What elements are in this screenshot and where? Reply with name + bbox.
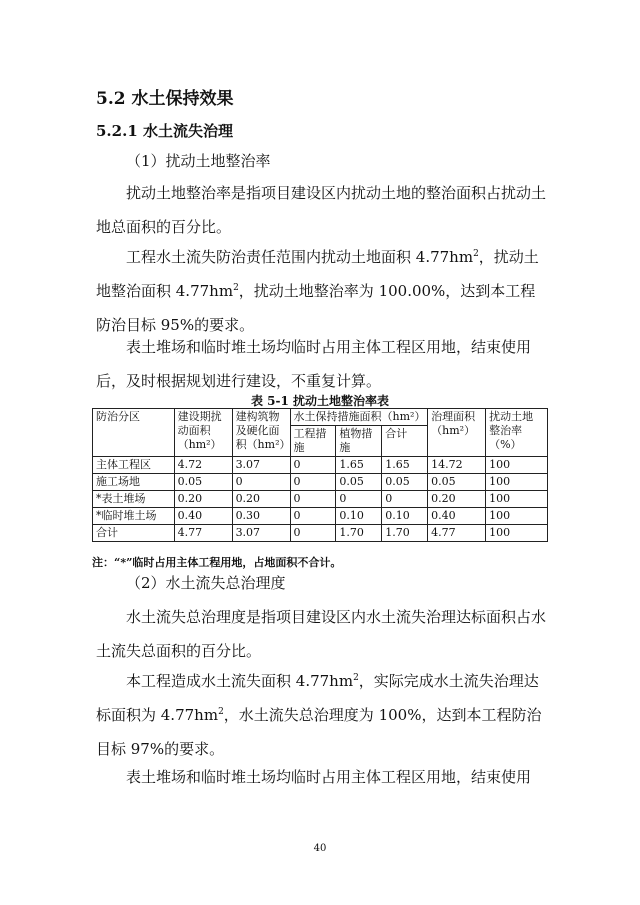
superscript: 2 [473,249,479,259]
superscript: 2 [233,283,239,293]
para5-part-b: ，实际完成水土流失治理达标面积为 4.77hm [96,672,539,724]
table-cell: 1.65 [382,457,428,474]
table-cell: 1.70 [336,525,382,542]
table-caption: 表 5-1 扰动土地整治率表 [250,394,390,408]
table-cell: 0.05 [382,474,428,491]
table-cell: 合计 [93,525,175,542]
para2-part-c: ，扰动土地整治率为 100.00%，达到本工程防治目标 95%的要求。 [96,282,536,334]
table-cell: 3.07 [232,525,290,542]
header-subtotal: 合计 [382,426,428,457]
table-row [93,491,548,508]
table-cell: 0.40 [428,508,486,525]
page-number: 40 [313,843,327,854]
subheading-disturbed-land: （1）扰动土地整治率 [126,152,271,170]
header-measures: 水土保持措施面积（hm²） [290,409,428,426]
header-build-area: 建设期扰动面积（hm²） [174,409,232,457]
header-zone: 防治分区 [93,409,175,457]
table-cell: 14.72 [428,457,486,474]
paragraph-erosion-definition: 水土流失总治理度是指项目建设区内水土流失治理达标面积占水土流失总面积的百分比。 [96,608,547,660]
table-row-total [93,525,548,542]
section-heading: 5.2 水土保持效果 [96,89,234,109]
subsection-heading: 5.2.1 水土流失治理 [96,122,233,140]
table-note: 注：“*”临时占用主体工程用地，占地面积不合计。 [92,556,342,569]
table-cell: 0.05 [428,474,486,491]
table-cell: 3.07 [232,457,290,474]
table-cell: 0.40 [174,508,232,525]
table-cell: 1.65 [336,457,382,474]
table-cell: 0 [290,474,336,491]
superscript: 2 [218,707,224,717]
table-cell: 0.30 [232,508,290,525]
table-cell: 主体工程区 [93,457,175,474]
table-cell: 0.05 [174,474,232,491]
table-cell: 0 [290,491,336,508]
header-plant: 植物措施 [336,426,382,457]
table-cell: 0 [382,491,428,508]
table-cell: 100 [486,508,548,525]
para2-part-b: ，扰动土地整治面积 4.77hm [96,248,539,300]
table-cell: 100 [486,474,548,491]
table-cell: 施工场地 [93,474,175,491]
table-row [93,474,548,491]
header-engineering: 工程措施 [290,426,336,457]
paragraph-disturbed-area [96,240,546,342]
table-cell: 0 [290,508,336,525]
table-cell: 4.77 [428,525,486,542]
subheading-erosion-control: （2）水土流失总治理度 [126,574,286,592]
table-cell: 0.20 [174,491,232,508]
table-row [93,508,548,525]
disturbed-land-table [92,408,548,542]
para5-part-a: 本工程造成水土流失面积 4.77hm [126,672,354,690]
superscript: 2 [353,673,359,683]
table-cell: 0 [336,491,382,508]
table-cell: *表土堆场 [93,491,175,508]
table-cell: 100 [486,525,548,542]
table-cell: 0.10 [336,508,382,525]
table-cell: 1.70 [382,525,428,542]
table-cell: 0 [290,457,336,474]
paragraph-erosion-area [96,664,546,766]
header-rate: 扰动土地整治率（%） [486,409,548,457]
table-cell: 0.20 [232,491,290,508]
table-cell: 4.72 [174,457,232,474]
table-cell: 100 [486,457,548,474]
table-cell: 0 [232,474,290,491]
table-cell: *临时堆土场 [93,508,175,525]
table-cell: 0 [290,525,336,542]
paragraph-temporary-use-cont: 表土堆场和临时堆土场均临时占用主体工程区用地，结束使用 [126,768,532,786]
paragraph-definition: 扰动土地整治率是指项目建设区内扰动土地的整治面积占扰动土地总面积的百分比。 [96,184,547,236]
table-cell: 0.10 [382,508,428,525]
table-cell: 100 [486,491,548,508]
para2-part-a: 工程水土流失防治责任范围内扰动土地面积 4.77hm [126,248,474,266]
header-building-area: 建构筑物及硬化面积（hm²） [232,409,290,457]
table-header-row [93,409,548,426]
table-cell: 4.77 [174,525,232,542]
table-row [93,457,548,474]
table-cell: 0.05 [336,474,382,491]
paragraph-temporary-use: 表土堆场和临时堆土场均临时占用主体工程区用地，结束使用后，及时根据规划进行建设，不重复计算。 [96,338,532,390]
header-treated-area: 治理面积（hm²） [428,409,486,457]
table-cell: 0.20 [428,491,486,508]
para5-part-c: ，水土流失总治理度为 100%，达到本工程防治目标 97%的要求。 [96,706,542,758]
